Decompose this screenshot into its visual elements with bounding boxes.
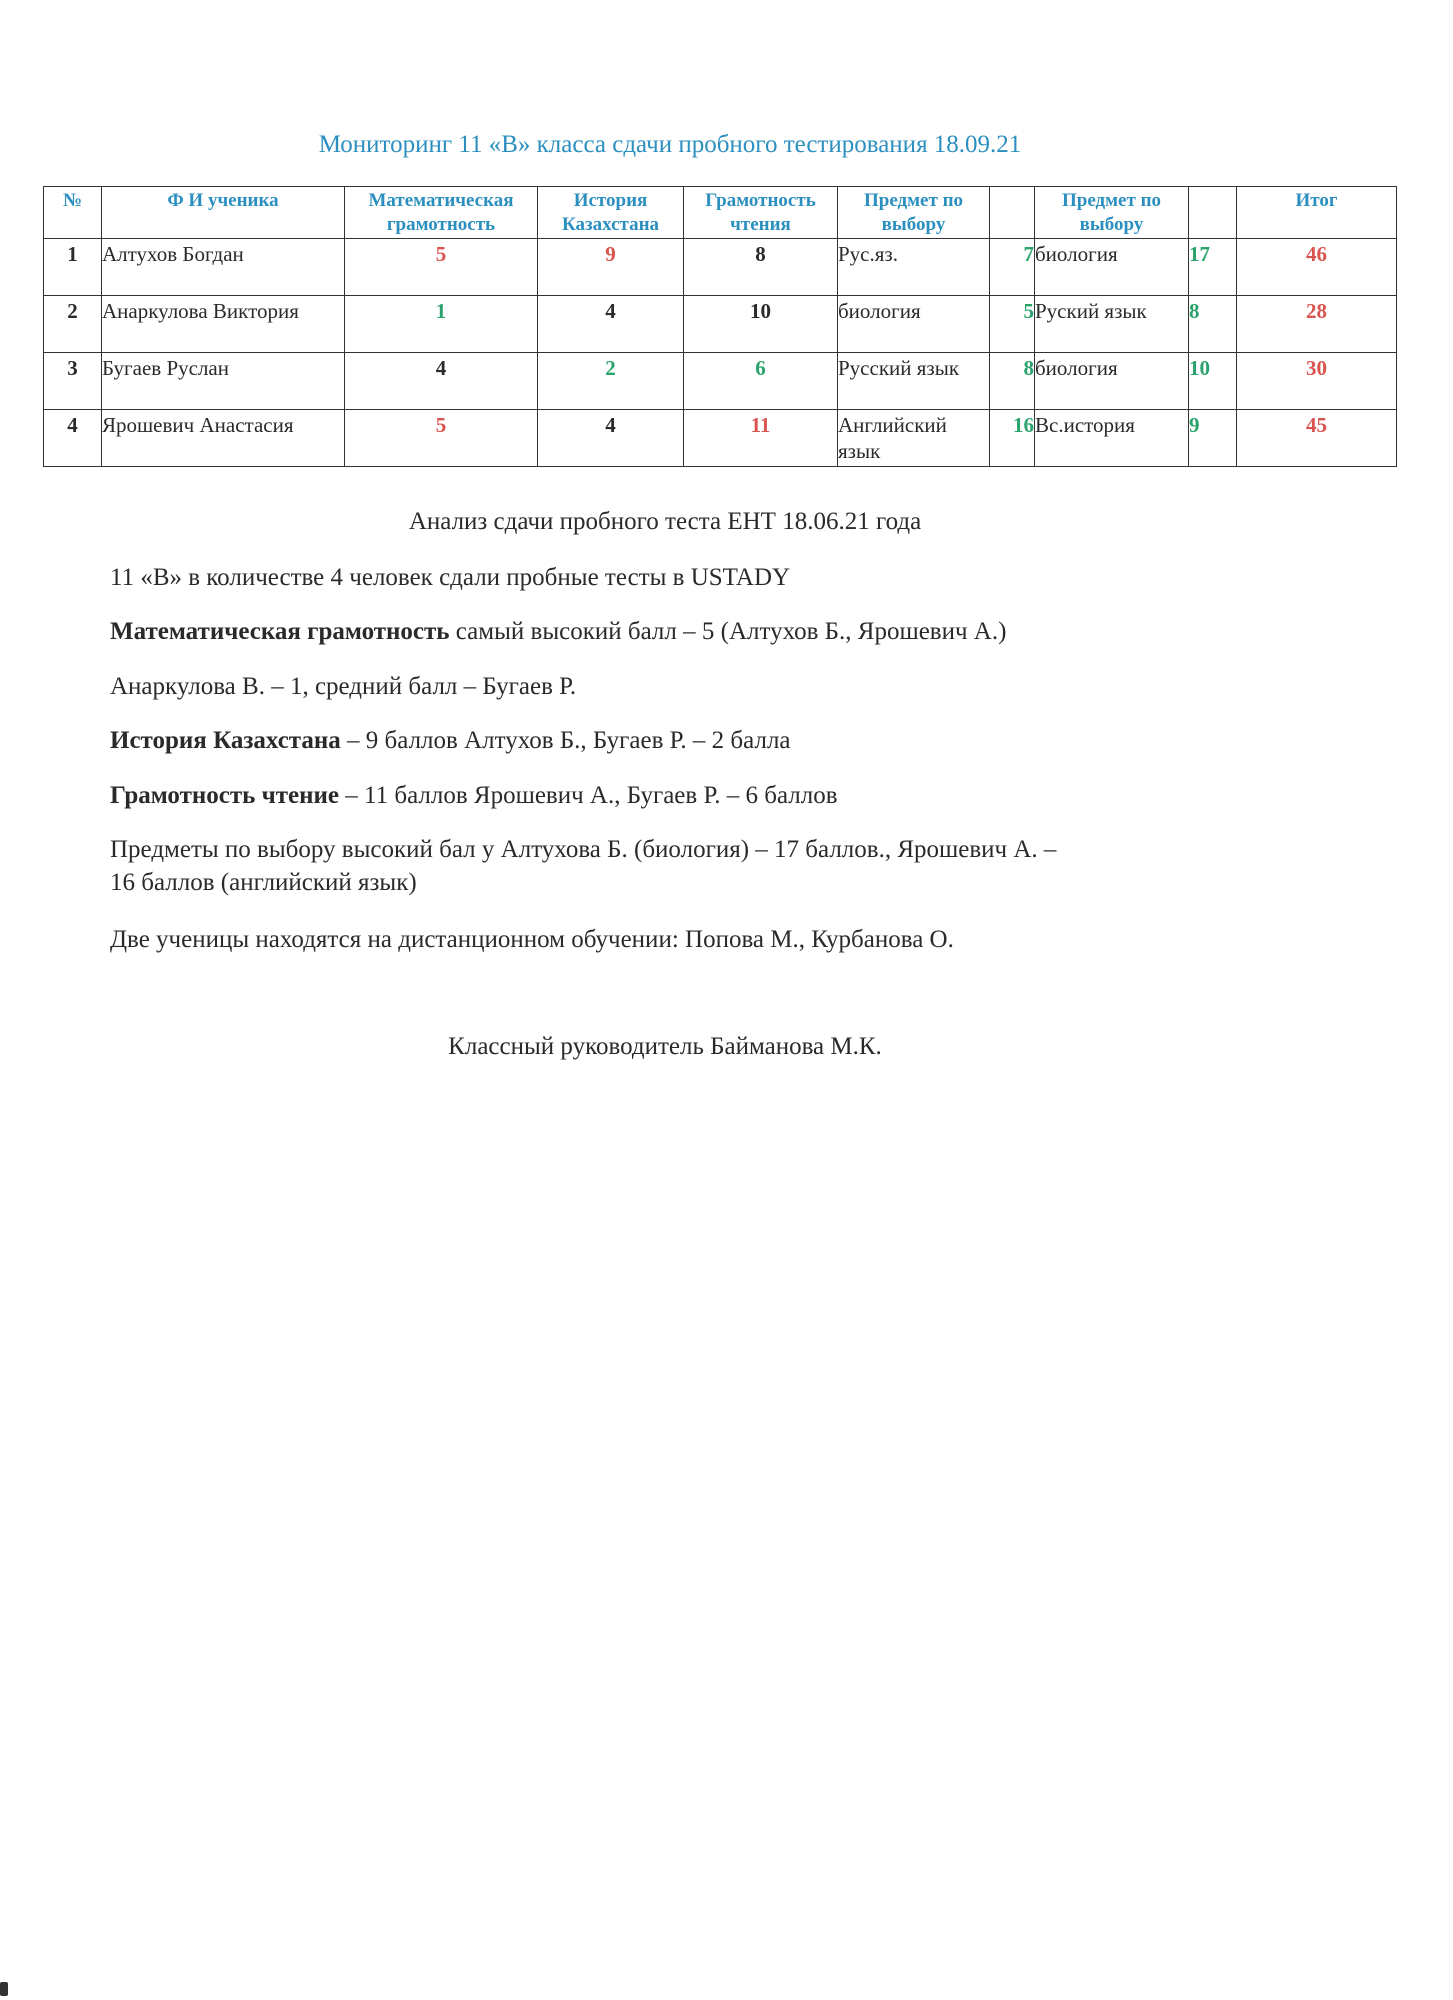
header-total: Итог (1237, 187, 1397, 239)
header-elective2: Предмет по выбору (1035, 187, 1189, 239)
elective1-score: 16 (990, 410, 1035, 467)
header-elective1-score (990, 187, 1035, 239)
analysis-math-line (110, 615, 1006, 649)
header-history: История Казахстана (538, 187, 684, 239)
signature: Классный руководитель Байманова М.К. (448, 1033, 882, 1060)
analysis-reading-line (110, 779, 838, 813)
elective2-score: 17 (1189, 239, 1237, 296)
elective2-score: 10 (1189, 353, 1237, 410)
reading-score: 11 (684, 410, 838, 467)
math-score: 1 (345, 296, 538, 353)
elective2-subject: биология (1035, 239, 1189, 296)
table-row (44, 410, 1397, 467)
reading-score: 6 (684, 353, 838, 410)
analysis-math-line2: Анаркулова В. – 1, средний балл – Бугаев Р. (110, 673, 577, 700)
table-row (44, 239, 1397, 296)
elective1-subject: Английский язык (838, 410, 990, 467)
elective2-subject: Вс.история (1035, 410, 1189, 467)
reading-label: Грамотность чтение (110, 782, 340, 809)
elective2-score: 8 (1189, 296, 1237, 353)
total-score: 45 (1237, 410, 1397, 467)
table-header-row (44, 187, 1397, 239)
header-num: № (44, 187, 102, 239)
student-name: Анаркулова Виктория (102, 296, 345, 353)
elective2-subject: биология (1035, 353, 1189, 410)
analysis-title: Анализ сдачи пробного теста ЕНТ 18.06.21 года (408, 508, 922, 535)
student-name: Ярошевич Анастасия (102, 410, 345, 467)
analysis-elective-line2: 16 баллов (английский язык) (110, 869, 417, 896)
elective1-score: 8 (990, 353, 1035, 410)
row-num: 1 (44, 239, 102, 296)
math-score: 5 (345, 239, 538, 296)
table-row (44, 353, 1397, 410)
row-num: 3 (44, 353, 102, 410)
elective2-subject: Руский язык (1035, 296, 1189, 353)
history-text: – 9 баллов Алтухов Б., Бугаев Р. – 2 балла (340, 727, 791, 754)
elective1-subject: Рус.яз. (838, 239, 990, 296)
elective2-score: 9 (1189, 410, 1237, 467)
math-score: 4 (345, 353, 538, 410)
math-score: 5 (345, 410, 538, 467)
document-title: Мониторинг 11 «В» класса сдачи пробного тестирования 18.09.21 (318, 131, 1022, 158)
history-score: 4 (538, 296, 684, 353)
header-name: Ф И ученика (102, 187, 345, 239)
elective1-score: 7 (990, 239, 1035, 296)
analysis-elective-line1: Предметы по выбору высокий бал у Алтухова Б. (биология) – 17 баллов., Ярошевич А. – (110, 836, 1057, 863)
analysis-history-line (110, 724, 791, 758)
header-elective1: Предмет по выбору (838, 187, 990, 239)
scan-mark (0, 1982, 8, 1996)
elective1-subject: биология (838, 296, 990, 353)
results-table (43, 186, 1397, 467)
table-row (44, 296, 1397, 353)
history-score: 2 (538, 353, 684, 410)
reading-score: 10 (684, 296, 838, 353)
row-num: 2 (44, 296, 102, 353)
elective1-score: 5 (990, 296, 1035, 353)
elective1-subject: Русский язык (838, 353, 990, 410)
total-score: 46 (1237, 239, 1397, 296)
header-reading: Грамотность чтения (684, 187, 838, 239)
student-name: Бугаев Руслан (102, 353, 345, 410)
analysis-distance-line: Две ученицы находятся на дистанционном обучении: Попова М., Курбанова О. (110, 926, 954, 953)
history-label: История Казахстана (110, 727, 341, 754)
reading-text: – 11 баллов Ярошевич А., Бугаев Р. – 6 баллов (339, 782, 838, 809)
math-label: Математическая грамотность (110, 618, 450, 645)
analysis-summary: 11 «В» в количестве 4 человек сдали пробные тесты в USTADY (110, 564, 791, 591)
reading-score: 8 (684, 239, 838, 296)
header-math: Математическая грамотность (345, 187, 538, 239)
math-text: самый высокий балл – 5 (Алтухов Б., Ярошевич А.) (449, 618, 1007, 645)
total-score: 30 (1237, 353, 1397, 410)
header-elective2-score (1189, 187, 1237, 239)
total-score: 28 (1237, 296, 1397, 353)
student-name: Алтухов Богдан (102, 239, 345, 296)
history-score: 9 (538, 239, 684, 296)
row-num: 4 (44, 410, 102, 467)
history-score: 4 (538, 410, 684, 467)
